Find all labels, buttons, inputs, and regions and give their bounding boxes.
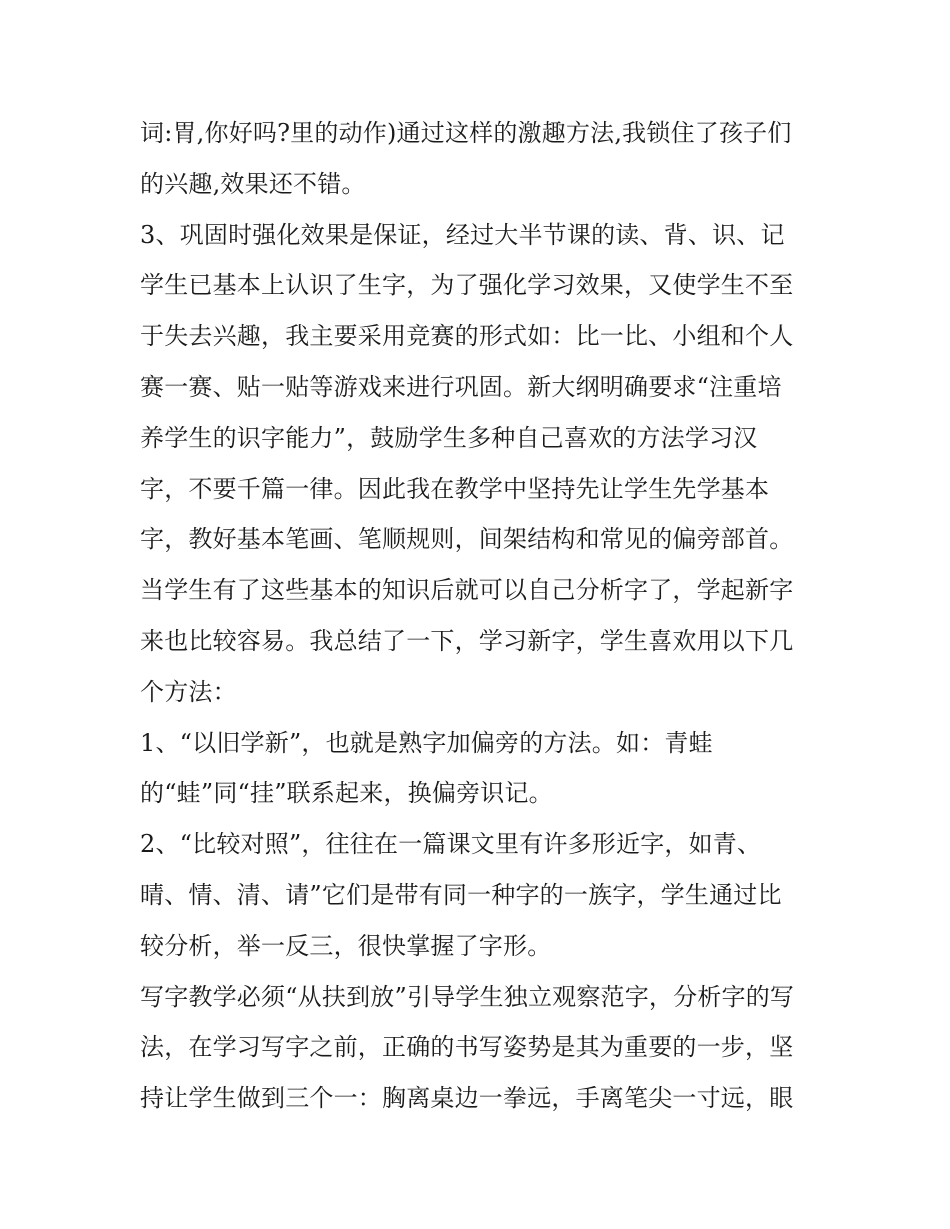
text-line: 字，教好基本笔画、笔顺规则，间架结构和常见的偏旁部首。 <box>140 525 794 554</box>
text-line: 3、巩固时强化效果是保证，经过大半节课的读、背、识、记 <box>140 220 785 249</box>
text-line: 养学生的识字能力”，鼓励学生多种自己喜欢的方法学习汉 <box>140 423 758 452</box>
text-line: 学生已基本上认识了生字，为了强化学习效果，又使学生不至 <box>140 271 794 300</box>
text-line: 词:胃,你好吗?里的动作)通过这样的激趣方法,我锁住了孩子们 <box>140 119 792 147</box>
text-line: 法，在学习写字之前，正确的书写姿势是其为重要的一步，坚 <box>140 1033 794 1062</box>
text-line: 2、“比较对照”，往往在一篇课文里有许多形近字，如青、 <box>140 830 762 859</box>
text-line: 字，不要千篇一律。因此我在教学中坚持先让学生先学基本 <box>140 474 770 503</box>
text-line: 当学生有了这些基本的知识后就可以自己分析字了，学起新字 <box>140 576 794 605</box>
text-line: 晴、情、清、请”它们是带有同一种字的一族字，学生通过比 <box>140 880 782 909</box>
text-line: 个方法： <box>140 677 237 706</box>
text-line: 来也比较容易。我总结了一下，学习新字，学生喜欢用以下几 <box>140 626 794 655</box>
text-line: 的“蛙”同“挂”联系起来，换偏旁识记。 <box>140 779 553 808</box>
text-line: 的兴趣,效果还不错。 <box>140 169 366 198</box>
text-line: 于失去兴趣，我主要采用竞赛的形式如：比一比、小组和个人 <box>140 322 794 351</box>
text-line: 赛一赛、贴一贴等游戏来进行巩固。新大纲明确要求“注重培 <box>140 372 782 401</box>
text-line: 1、“以旧学新”，也就是熟字加偏旁的方法。如：青蛙 <box>140 728 713 757</box>
document-page <box>140 108 820 1124</box>
text-line: 持让学生做到三个一：胸离桌边一拳远，手离笔尖一寸远，眼 <box>140 1084 794 1113</box>
text-line: 写字教学必须“从扶到放”引导学生独立观察范字，分析字的写 <box>140 982 795 1011</box>
text-line: 较分析，举一反三，很快掌握了字形。 <box>140 931 552 960</box>
